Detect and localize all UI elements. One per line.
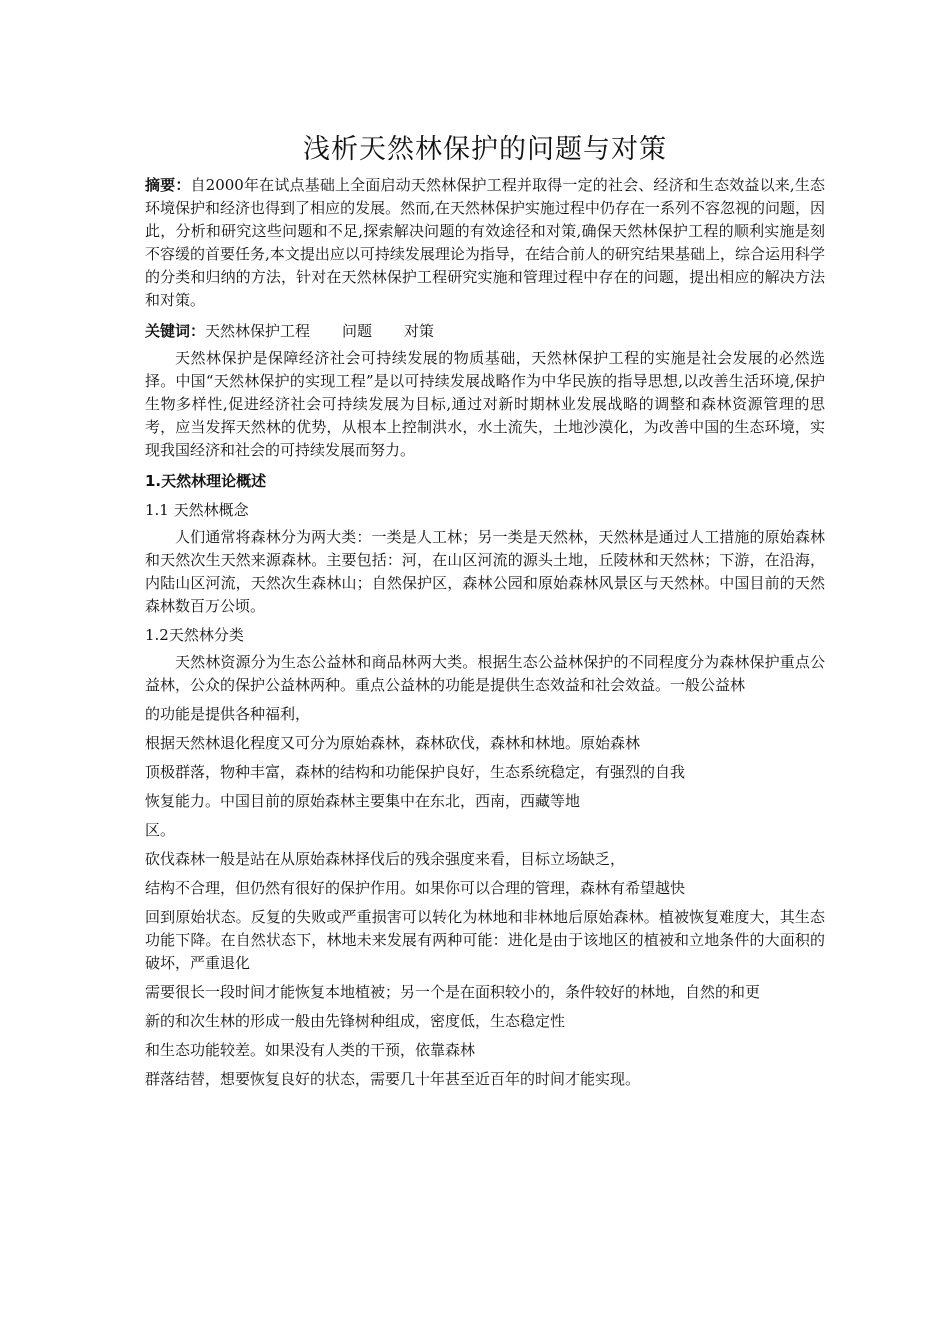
text-line: 顶极群落，物种丰富，森林的结构和功能保护良好，生态系统稳定，有强烈的自我: [145, 763, 686, 781]
keyword: 问题: [342, 322, 373, 340]
subsection-heading: 1.2天然林分类: [145, 626, 244, 644]
subsection-heading: 1.1 天然林概念: [145, 501, 249, 519]
text-line: 区。: [145, 821, 176, 839]
paragraph: 人们通常将森林分为两大类：一类是人工林；另一类是天然林，天然林是通过人工措施的原始森林和天然次生天然来源森林。主要包括：河，在山区河流的源头土地，丘陵林和天然林；下游，在沿海，内陆山区河流，天然次生森林山；自然保护区，森林公园和原始森林风景区与天然林。中国目前的天然森林数百万公顷。: [145, 528, 825, 615]
intro-paragraph: 天然林保护是保障经济社会可持续发展的物质基础，天然林保护工程的实施是社会发展的必然选择。中国“天然林保护的实现工程”是以可持续发展战略作为中华民族的指导思想,以改善生活环境,保护生物多样性,促进经济社会可持续发展为目标,通过对新时期林业发展战略的调整和森林资源管理的思考，应当发挥天然林的优势，从根本上控制洪水，水土流失，土地沙漠化，为改善中国的生态环境，实现我国经济和社会的可持续发展而努力。: [145, 349, 825, 459]
keyword: 对策: [404, 322, 435, 340]
keywords-label: 关键词：: [145, 322, 206, 340]
text-line: 砍伐森林一般是站在从原始森林择伐后的残余强度来看，目标立场缺乏，: [145, 850, 626, 868]
text-line: 根据天然林退化程度又可分为原始森林，森林砍伐，森林和林地。原始森林: [145, 734, 641, 752]
document-title: 浅析天然林保护的问题与对策: [303, 134, 667, 165]
text-line: 的功能是提供各种福利，: [145, 705, 311, 723]
text-line: 群落结替，想要恢复良好的状态，需要几十年甚至近百年的时间才能实现。: [145, 1070, 641, 1088]
abstract-text: 自2000年在试点基础上全面启动天然林保护工程并取得一定的社会、经济和生态效益以来,生态环境保护和经济也得到了相应的发展。然而,在天然林保护实施过程中仍存在一系列不容忽视的问题，因此，分析和研究这些问题和不足,探索解决问题的有效途径和对策,确保天然林保护工程的顺利实施是刻不容缓的首要任务,本文提出应以可持续发展理论为指导，在结合前人的研究结果基础上，综合运用科学的分类和归纳的方法，针对在天然林保护工程研究实施和管理过程中存在的问题，提出相应的解决方法和对策。: [145, 176, 825, 309]
abstract: [145, 174, 825, 312]
text-line: 结构不合理，但仍然有很好的保护作用。如果你可以合理的管理，森林有希望越快: [145, 879, 686, 897]
keywords: [145, 320, 825, 343]
abstract-label: 摘要：: [145, 176, 191, 194]
paragraph: 天然林资源分为生态公益林和商品林两大类。根据生态公益林保护的不同程度分为森林保护重点公益林，公众的保护公益林两种。重点公益林的功能是提供生态效益和社会效益。一般公益林: [145, 653, 825, 694]
text-line: 新的和次生林的形成一般由先锋树种组成，密度低，生态稳定性: [145, 1012, 566, 1030]
document-page: [145, 128, 825, 1091]
text-line: 和生态功能较差。如果没有人类的干预，依靠森林: [145, 1041, 476, 1059]
keyword: 天然林保护工程: [205, 322, 311, 340]
section-heading: 1.天然林理论概述: [145, 472, 267, 490]
text-line: 恢复能力。中国目前的原始森林主要集中在东北，西南，西藏等地: [145, 792, 581, 810]
text-line: 回到原始状态。反复的失败或严重损害可以转化为林地和非林地后原始森林。植被恢复难度大，其生态功能下降。在自然状态下，林地未来发展有两种可能：进化是由于该地区的植被和立地条件的大面积的破坏，严重退化: [145, 908, 825, 972]
text-line: 需要很长一段时间才能恢复本地植被；另一个是在面积较小的，条件较好的林地，自然的和更: [145, 983, 761, 1001]
